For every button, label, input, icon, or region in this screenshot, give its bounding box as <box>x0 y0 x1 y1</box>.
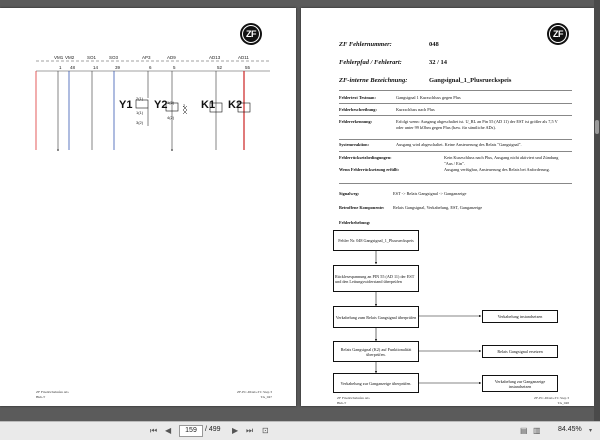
row-label-systemreaktion: Systemreaktion: <box>339 142 369 147</box>
pin-label-ad11: AD11 <box>238 55 249 60</box>
view-mode-icon[interactable]: ▤ <box>520 426 528 435</box>
row-value-fehlerbeschreibung: Kurzschluss nach Plus <box>396 107 435 112</box>
flow-box-relais-ersetzen: Relais Gangsignal ersetzen <box>482 345 558 358</box>
row-value-fehlertext: Gangsignal 1 Kurzschluss gegen Plus <box>396 95 461 100</box>
terminal-label: 2(1) <box>136 96 144 101</box>
row-value-signalweg: EST -> Relais Gangsignal -> Ganganzeige <box>393 191 467 196</box>
zoom-menu-icon[interactable]: ▾ <box>589 428 593 434</box>
flow-box-verkabelung-instandsetzen: Verkabelung instandsetzen <box>482 310 558 323</box>
row-value-betroffene-komponente: Relais Gangsignal, Verkabelung, EST, Ganganzeige <box>393 205 483 210</box>
footer-left: ZF Friedrichshafen AG Bkh-T <box>36 390 69 399</box>
pin-label-so1: SO1 <box>87 55 97 60</box>
pin-number: 48 <box>70 65 76 70</box>
page-number-input[interactable]: 159 <box>179 425 203 437</box>
row-label-signalweg: Signalweg: <box>339 191 360 196</box>
bezeichnung-label: ZF-interne Bezeichnung: <box>339 77 408 84</box>
zf-logo: ZF <box>547 23 569 45</box>
pin-label-vm1: VM1 <box>54 55 64 60</box>
fehlernummer-label: ZF Fehlernummer: <box>339 41 392 48</box>
pin-number: 52 <box>217 65 223 70</box>
two-page-icon[interactable]: ▥ <box>533 426 541 435</box>
left-page <box>0 8 296 406</box>
row-label-fehlererkennung: Fehlererkennung: <box>339 119 373 124</box>
terminal-label: 1(1) <box>136 110 144 115</box>
zoom-level: 84.45% <box>558 426 582 433</box>
flow-box-verkabelung-relais: Verkabelung zum Relais Gangsignal überprüfen <box>333 306 419 328</box>
pin-label-ad13: AD13 <box>209 55 221 60</box>
bezeichnung-value: Gangsignal_1_Plusrueckspeis <box>429 77 512 84</box>
terminal-label: 2 <box>183 103 186 108</box>
pin-label-so3: SO3 <box>109 55 119 60</box>
fehlerpfad-label: Fehlerpfad / Fehlerart: <box>339 59 402 66</box>
component-y1: Y1 <box>119 99 133 111</box>
scrollbar-thumb[interactable] <box>595 120 599 134</box>
total-pages: / 499 <box>205 426 221 433</box>
component-k2: K2 <box>228 99 243 111</box>
footer-right: ZF-EC-DIAG-TC Step 3 TA_048 <box>534 396 569 405</box>
component-y2: Y2 <box>154 99 168 111</box>
pin-label-ad9: AD9 <box>167 55 176 60</box>
row-value-ruecksetzbedingungen: Kein Kurzschluss nach Plus, Ausgang nicht aktiviert und Zündung "Aus / Ein". <box>444 155 559 166</box>
pin-number: 5 <box>173 65 176 70</box>
row-label-fehlerbeschreibung: Fehlerbeschreibung: <box>339 107 377 112</box>
row-label-ruecksetzung-erfuellt: Wenn Fehlerrücksetzung erfüllt: <box>339 167 400 172</box>
component-k1: K1 <box>201 99 216 111</box>
prev-page-icon[interactable]: ◀ <box>165 426 172 435</box>
pin-number: 6 <box>149 65 152 70</box>
terminal-label: 4(2) <box>167 115 175 120</box>
terminal-label: 3(2) <box>136 120 144 125</box>
flow-box-ganganzeige-pruefen: Verkabelung zur Ganganzeige überprüfen. <box>333 373 419 393</box>
flow-box-relais-pruefen: Relais Gangsignal (K2) auf Funktionalität überprüfen. <box>333 341 419 362</box>
footer-right: ZF-EC-DIAG-TC Step 3 TA_047 <box>237 390 272 399</box>
pin-label-vm2: VM2 <box>65 55 75 60</box>
footer-left: ZF Friedrichshafen AG Bkh-T <box>337 396 370 405</box>
wiring-diagram <box>0 8 296 406</box>
right-page <box>301 8 594 406</box>
flow-box-ruecklesespannung: Rücklesespannung an PIN 55 (AD 11) der EST und den Leitungswiderstand überprüfen <box>333 265 419 292</box>
row-value-ruecksetzung-erfuellt: Ausgang verfügbar, Ansteuerung des Relais bei Anforderung. <box>444 167 550 172</box>
row-value-fehlererkennung: Erfolgt wenn: Ausgang abgeschaltet ist. U_RL an Pin 55 (AD 11) der EST ist größer als 7,5 V oder unter 99 kOhm gegen Plus (bzw. für sämtliche ADs). <box>396 119 558 130</box>
pin-number: 39 <box>115 65 121 70</box>
next-page-icon[interactable]: ▶ <box>232 426 239 435</box>
row-value-systemreaktion: Ausgang wird abgeschaltet. Keine Ansteuerung des Relais "Gangsignal". <box>396 142 522 147</box>
row-label-betroffene-komponente: Betroffene Komponente: <box>339 205 385 210</box>
terminal-label: 1(3) <box>167 100 175 105</box>
row-label-fehlertext: Fehlertext Testman: <box>339 95 376 100</box>
pin-number: 55 <box>245 65 251 70</box>
vertical-scrollbar[interactable] <box>594 0 600 421</box>
flow-box-fehler: Fehler Nr. 048 Gangsignal_1_Plusrueckspeis <box>333 230 419 251</box>
first-page-icon[interactable]: ⏮ <box>150 426 158 435</box>
pin-number: 14 <box>93 65 99 70</box>
fehlerpfad-value: 32 / 14 <box>429 59 448 66</box>
pdf-toolbar <box>0 421 600 440</box>
row-label-ruecksetzbedingungen: Fehlerrücksetzbedingungen: <box>339 155 392 160</box>
fit-page-icon[interactable]: ⊡ <box>262 426 269 435</box>
pin-label-ap3: AP3 <box>142 55 151 60</box>
fehlernummer-value: 048 <box>429 41 439 48</box>
pin-number: 1 <box>59 65 62 70</box>
zf-logo: ZF <box>240 23 262 45</box>
row-label-fehlerbehebung: Fehlerbehebung: <box>339 220 371 225</box>
flow-box-ganganzeige-instandsetzen: Verkabelung zur Ganganzeige instandsetzen <box>482 375 558 392</box>
last-page-icon[interactable]: ⏭ <box>246 426 254 435</box>
